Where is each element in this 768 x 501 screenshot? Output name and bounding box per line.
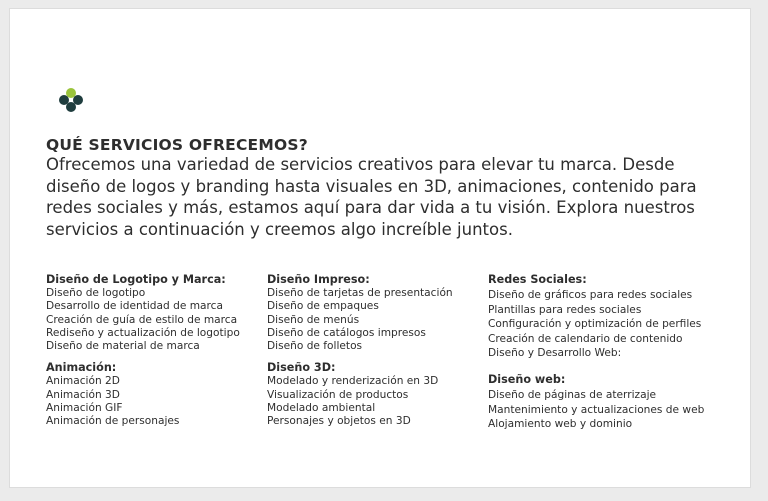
service-item: Diseño de gráficos para redes sociales [488,289,693,301]
service-item: Animación 2D [46,375,120,388]
brand-logo-icon [55,85,87,117]
section-title-animation: Animación: [46,361,117,375]
service-item: Creación de calendario de contenido [488,332,683,345]
service-item: Diseño de tarjetas de presentación [267,287,453,299]
service-item: Alojamiento web y dominio [488,418,633,431]
service-item: Animación GIF [46,402,123,415]
service-item: Plantillas para redes sociales [488,303,642,316]
service-item: Personajes y objetos en 3D [267,415,411,428]
services-column-2 [267,273,453,429]
service-item: Diseño de catálogos impresos [267,326,426,339]
intro-paragraph: Ofrecemos una variedad de servicios creativos para elevar tu marca. Desde diseño de logos y branding hasta visuales en 3D, animaciones, contenido para redes sociales y más, estamos aquí para dar vida a tu visión. Explora nuestros servicios a continuación y creemos algo increíble juntos. [46,155,697,239]
service-item: Diseño de folletos [267,340,363,353]
section-title-logo-branding: Diseño de Logotipo y Marca: [46,273,226,286]
service-item: Animación 3D [46,388,120,401]
service-item: Diseño de páginas de aterrizaje [488,388,657,401]
section-title-print-design: Diseño Impreso: [267,273,370,286]
service-item: Rediseño y actualización de logotipo [46,326,240,339]
section-title-web-design: Diseño web: [488,372,566,386]
page-title: QUÉ SERVICIOS OFRECEMOS? [46,136,308,154]
service-item: Diseño de logotipo [46,287,146,299]
service-item: Desarrollo de identidad de marca [46,300,223,313]
service-item: Mantenimiento y actualizaciones de web [488,403,705,416]
service-item: Modelado y renderización en 3D [267,375,439,388]
section-title-social-media: Redes Sociales: [488,273,587,286]
service-item: Modelado ambiental [267,402,376,415]
service-item: Animación de personajes [46,415,180,428]
service-item: Diseño de empaques [267,300,379,313]
service-item: Diseño de material de marca [46,340,200,353]
service-item: Diseño y Desarrollo Web: [488,347,622,360]
services-column-1 [46,273,240,429]
service-item: Configuración y optimización de perfiles [488,318,702,331]
service-item: Diseño de menús [267,313,360,326]
services-column-3 [488,273,704,432]
section-title-3d-design: Diseño 3D: [267,361,336,375]
service-item: Creación de guía de estilo de marca [46,313,238,326]
service-item: Visualización de productos [267,388,409,401]
